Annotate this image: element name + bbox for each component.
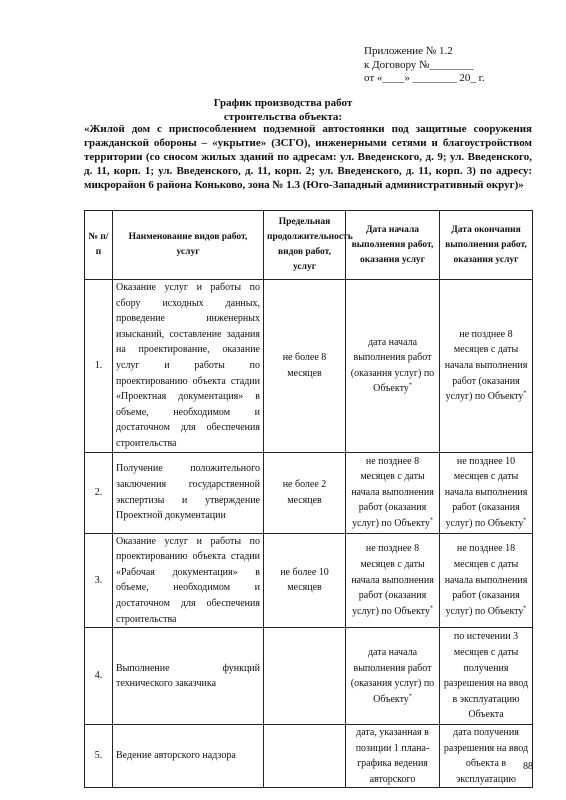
row-duration: не более 8 месяцев <box>264 280 346 453</box>
footnote-mark: * <box>408 383 412 390</box>
row-work-name: Получение положительного заключения государственной экспертизы и утверждение Проектной документации <box>113 452 264 533</box>
footnote-mark: * <box>523 390 527 397</box>
header-end: Дата окончания выполнения работ, оказания услуг <box>440 211 533 280</box>
work-schedule-table <box>84 210 533 788</box>
appendix-line-1: Приложение № 1.2 <box>364 45 453 57</box>
row-start: дата начала выполнения работ (оказания услуг) по Объекту* <box>346 280 440 453</box>
table-row <box>85 452 533 533</box>
header-num: № п/п <box>85 211 113 280</box>
row-num: 5. <box>85 725 113 788</box>
row-work-name: Выполнение функций технического заказчика <box>113 628 264 725</box>
row-duration: не более 10 месяцев <box>264 533 346 628</box>
row-end: дата получения разрешения на ввод объекта в эксплуатацию <box>440 725 533 788</box>
appendix-line-3: от «____» ________ 20_ г. <box>364 72 485 84</box>
title-line-2: строительства объекта: <box>223 110 343 123</box>
document-title <box>0 97 566 124</box>
row-num: 3. <box>85 533 113 628</box>
footnote-mark: * <box>523 605 527 612</box>
footnote-mark: * <box>429 517 433 524</box>
appendix-line-2: к Договору №________ <box>364 58 474 71</box>
row-work-name: Оказание услуг и работы по сбору исходных данных, проведение инженерных изысканий, составление задания на проектирование, оказание услуг и работы по проектированию объекта стадии «Проектная документация» в объеме, необходимом и достаточном для обеспечения строительства <box>113 280 264 453</box>
row-duration <box>264 628 346 725</box>
footnote-mark: * <box>523 517 527 524</box>
appendix-block <box>364 45 485 86</box>
row-end: не позднее 18 месяцев с даты начала выполнения работ (оказания услуг) по Объекту* <box>440 533 533 628</box>
row-end: по истечении 3 месяцев с даты получения разрешения на ввод в эксплуатацию Объекта <box>440 628 533 725</box>
row-end: не позднее 8 месяцев с даты начала выполнения работ (оказания услуг) по Объекту* <box>440 280 533 453</box>
table-header-row <box>85 211 533 280</box>
row-start: дата начала выполнения работ (оказания услуг) по Объекту* <box>346 628 440 725</box>
table-row <box>85 628 533 725</box>
title-line-1: График производства работ <box>213 97 353 109</box>
row-work-name: Оказание услуг и работы по проектированию объекта стадии «Рабочая документация» в объеме, необходимом и достаточном для обеспечения строительства <box>113 533 264 628</box>
table-row <box>85 280 533 453</box>
row-start: дата, указанная в позиции 1 плана-графика ведения авторского <box>346 725 440 788</box>
row-duration: не более 2 месяцев <box>264 452 346 533</box>
row-num: 1. <box>85 280 113 453</box>
row-num: 4. <box>85 628 113 725</box>
row-start: не позднее 8 месяцев с даты начала выполнения работ (оказания услуг) по Объекту* <box>346 533 440 628</box>
table-row <box>85 533 533 628</box>
footnote-mark: * <box>429 605 433 612</box>
row-start: не позднее 8 месяцев с даты начала выполнения работ (оказания услуг) по Объекту* <box>346 452 440 533</box>
object-description: «Жилой дом с приспособлением подземной автостоянки под защитные сооружения гражданской обороны – «укрытие» (ЗСГО), инженерными сетями и благоустройством территории (со сносом жилых зданий по адресам: ул. Введенского, д. 9; ул. Введенского, д. 11, корп. 1; ул. Введенского, д. 11, корп. 2; ул. Введенского, д. 11, корп. 3) по адресу: микрорайон 6 района Коньково, зона № 1.3 (Юго-Западный административный округ)» <box>84 123 532 192</box>
page-number: 88 <box>523 761 533 772</box>
header-name: Наименование видов работ, услуг <box>113 211 264 280</box>
row-end: не позднее 10 месяцев с даты начала выполнения работ (оказания услуг) по Объекту* <box>440 452 533 533</box>
row-num: 2. <box>85 452 113 533</box>
header-start: Дата начала выполнения работ, оказания услуг <box>346 211 440 280</box>
header-duration: Предельная продолжительность видов работ, услуг <box>264 211 346 280</box>
row-work-name: Ведение авторского надзора <box>113 725 264 788</box>
footnote-mark: * <box>408 693 412 700</box>
row-duration <box>264 725 346 788</box>
table-row <box>85 725 533 788</box>
